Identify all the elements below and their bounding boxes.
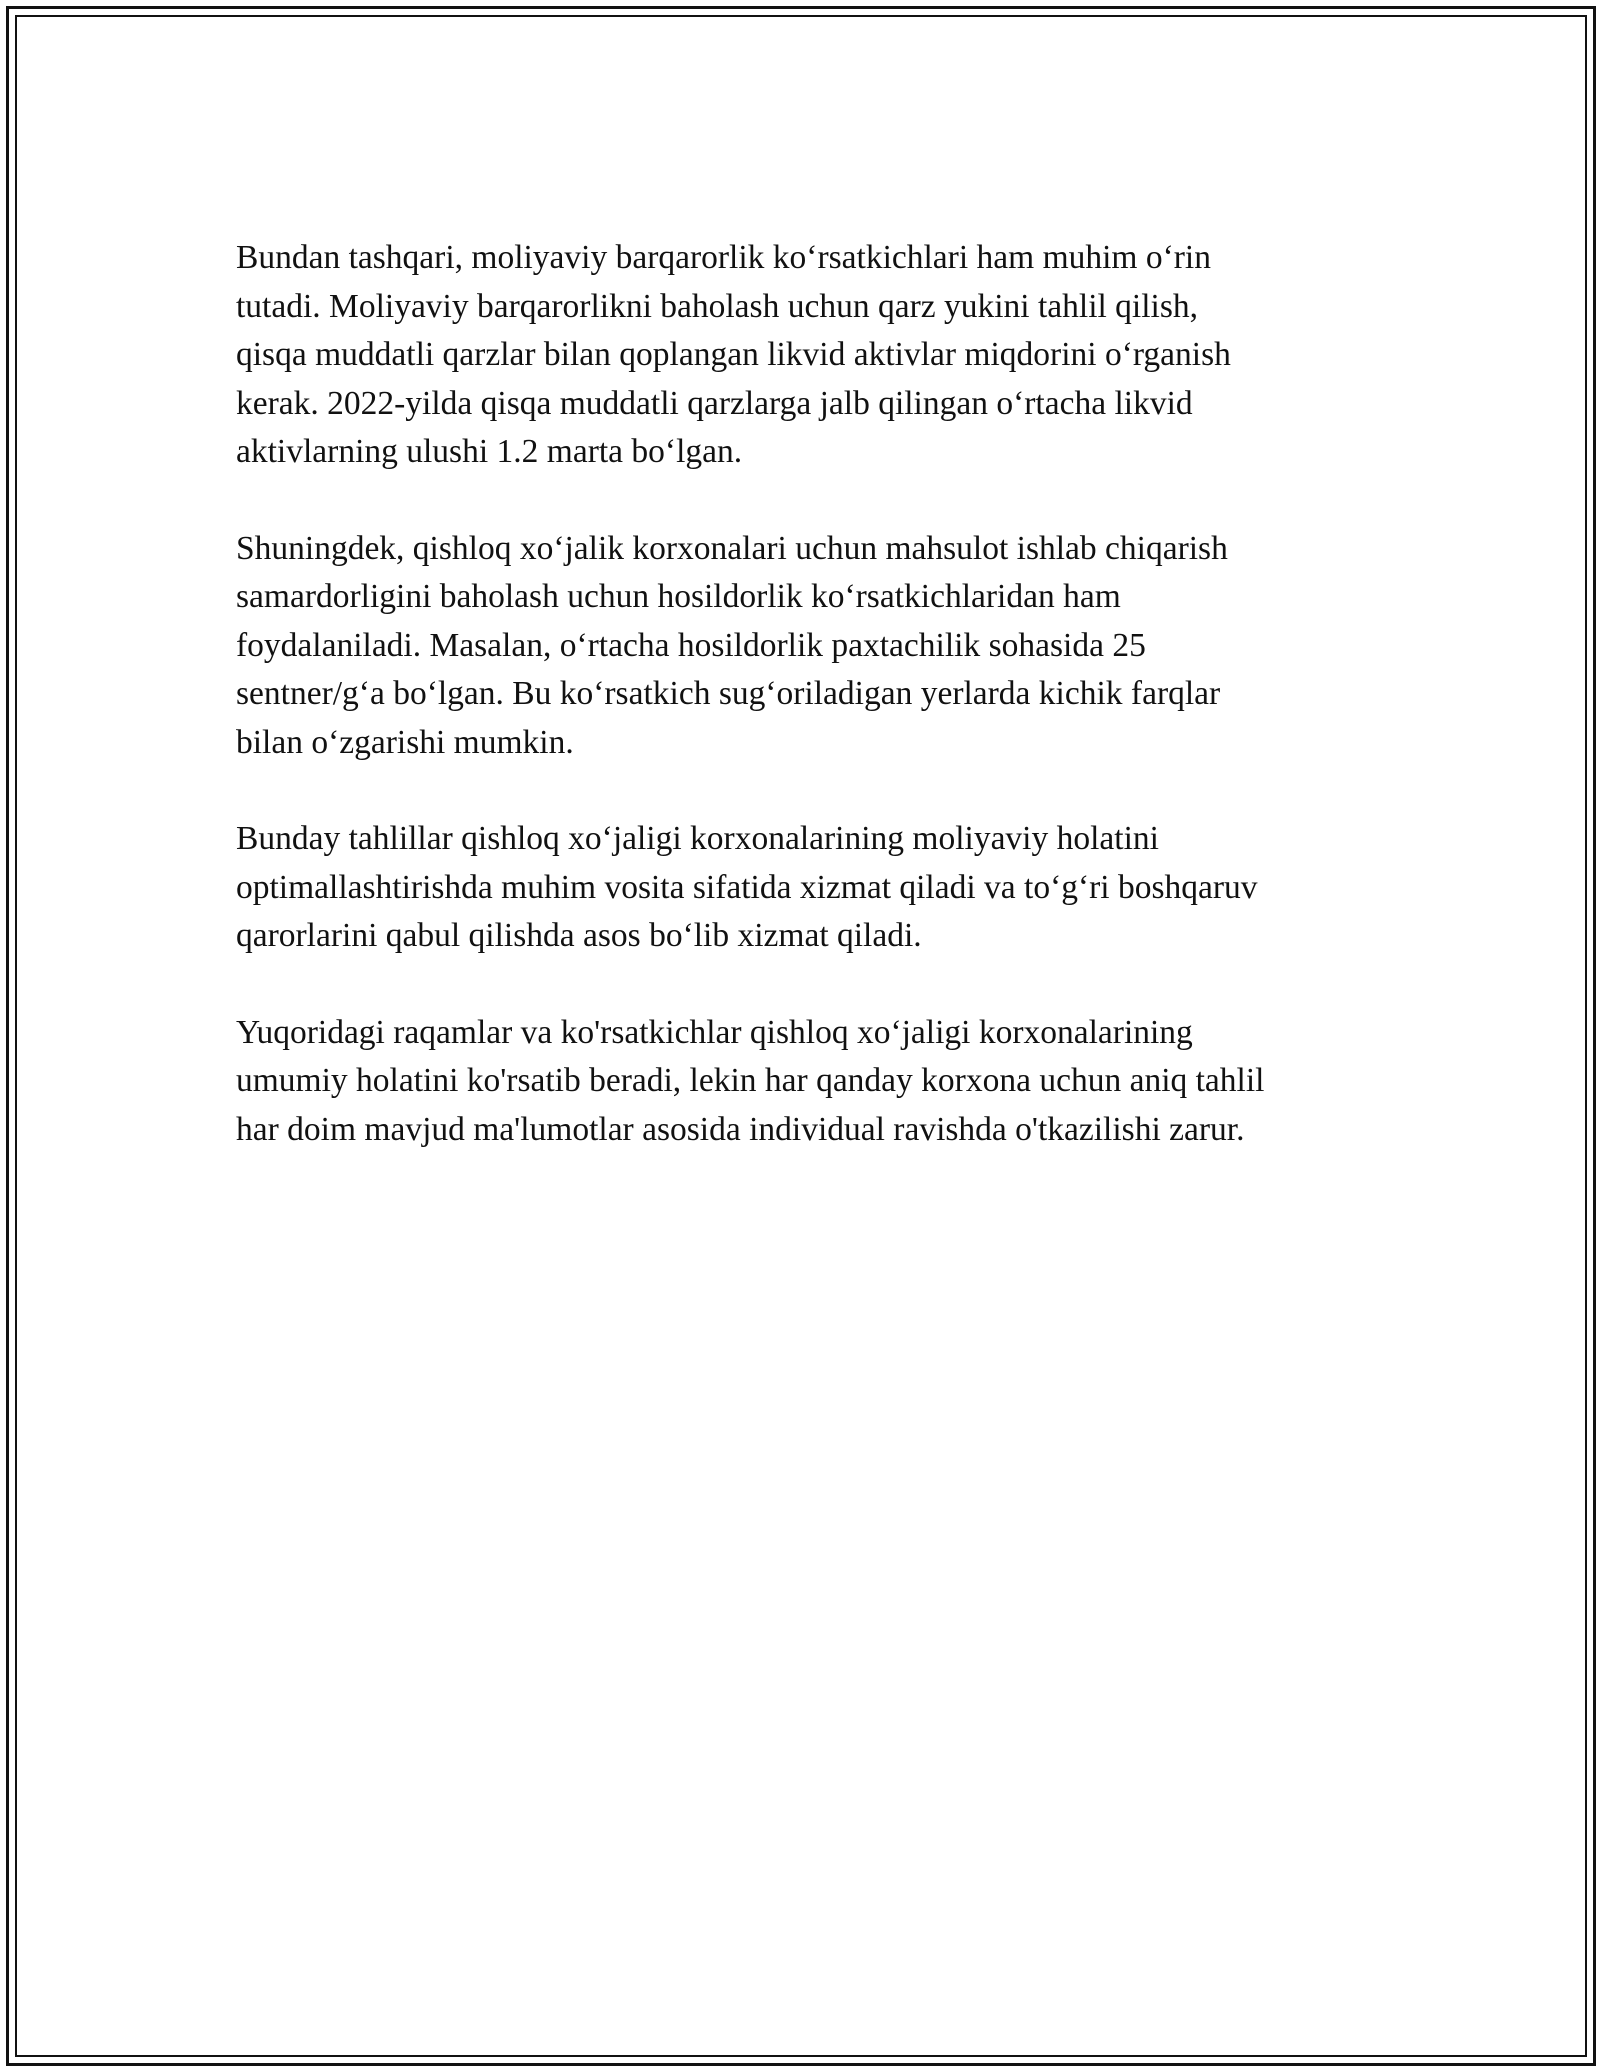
document-body bbox=[236, 234, 1366, 1202]
paragraph-crop-yield: Shuningdek, qishloq xo‘jalik korxonalari uchun mahsulot ishlab chiqarish samardorligini baholash uchun hosildorlik ko‘rsatkichlaridan ham foydalaniladi. Masalan, o‘rtacha hosildorlik paxtachilik sohasida 25 sentner/g‘a bo‘lgan. Bu ko‘rsatkich sug‘oriladigan yerlarda kichik farqlar bilan o‘zgarishi mumkin. bbox=[236, 529, 1228, 761]
paragraph-analysis-importance: Bunday tahlillar qishloq xo‘jaligi korxonalarining moliyaviy holatini optimallashtirishda muhim vosita sifatida xizmat qiladi va to‘g‘ri boshqaruv qarorlarini qabul qilishda asos bo‘lib xizmat qiladi. bbox=[236, 820, 1258, 954]
paragraph-financial-stability: Bundan tashqari, moliyaviy barqarorlik ko‘rsatkichlari ham muhim o‘rin tutadi. Moliyaviy barqarorlikni baholash uchun qarz yukini tahlil qilish, qisqa muddatli qarzlar bilan qoplangan likvid aktivlar miqdorini o‘rganish kerak. 2022-yilda qisqa muddatli qarzlarga jalb qilingan o‘rtacha likvid aktivlarning ulushi 1.2 marta bo‘lgan. bbox=[236, 239, 1231, 470]
paragraph-conclusion: Yuqoridagi raqamlar va ko'rsatkichlar qishloq xo‘jaligi korxonalarining umumiy holatini ko'rsatib beradi, lekin har qanday korxona uchun aniq tahlil har doim mavjud ma'lumotlar asosida individual ravishda o'tkazilishi zarur. bbox=[236, 1013, 1265, 1148]
